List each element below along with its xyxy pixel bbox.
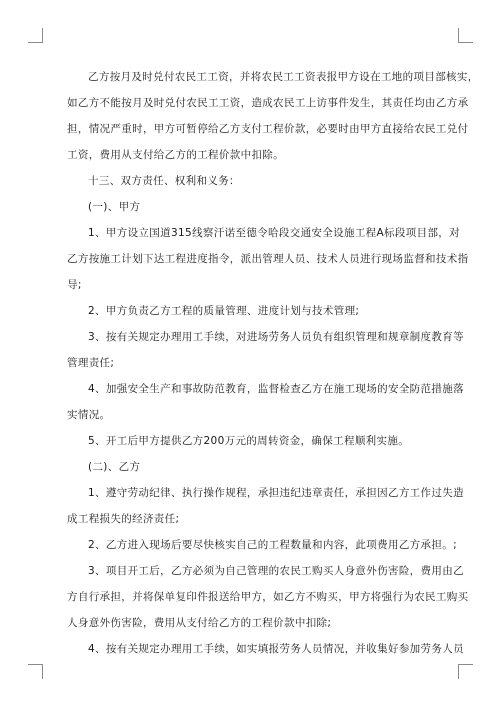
paragraph-line: 导; [67, 279, 82, 291]
paragraph-line: 2、甲方负责乙方工程的质量管理、进度计划与技术管理; [88, 305, 360, 317]
paragraph-line: 方自行承担，并将保单复印件报送给甲方，如乙方不购买，甲方将强行为农民工购买 [67, 591, 469, 603]
paragraph-line: 2、乙方进入现场后要尽快核实自己的工程数量和内容，此项费用乙方承担。; [88, 539, 457, 551]
paragraph-line: 5、开工后甲方提供乙方200万元的周转资金，确保工程顺利实施。 [88, 435, 410, 447]
paragraph-line: 成工程损失的经济责任; [67, 513, 180, 525]
paragraph-line: 乙方按月及时兑付农民工工资，并将农民工工资表报甲方设在工地的项目部核实， [88, 71, 479, 83]
subsection-heading: (一)、甲方 [88, 201, 141, 213]
paragraph-line: 3、按有关规定办理用工手续，对进场劳务人员负有组织管理和规章制度教育等 [88, 331, 464, 343]
paragraph-line: 乙方按施工计划下达工程进度指令，派出管理人员、技术人员进行现场监督和技术指 [67, 253, 469, 265]
crop-mark-bottom-right [458, 664, 473, 679]
subsection-heading: (二)、乙方 [88, 461, 141, 473]
paragraph-line: 工资，费用从支付给乙方的工程价款中扣除。 [67, 149, 284, 161]
paragraph-line: 3、项目开工后，乙方必须为自己管理的农民工购买人身意外伤害险，费用由乙 [88, 565, 464, 577]
paragraph-line: 担，情况严重时，甲方可暂停给乙方支付工程价款，必要时由甲方直接给农民工兑付 [67, 123, 469, 135]
paragraph-line: 如乙方不能按月及时兑付农民工工资，造成农民工上访事件发生，其责任均由乙方承 [67, 97, 469, 109]
crop-mark-top-left [28, 28, 43, 43]
paragraph-line: 管理责任; [67, 357, 115, 369]
paragraph-line: 1、甲方设立国道315线察汗诺至德令哈段交通安全设施工程A标段项目部，对 [88, 227, 461, 239]
paragraph-line: 4、加强安全生产和事故防范教育，监督检查乙方在施工现场的安全防范措施落 [88, 383, 464, 395]
section-heading: 十三、双方责任、权利和义务： [88, 175, 240, 187]
paragraph-line: 4、按有关规定办理用工手续，如实填报劳务人员情况，并收集好参加劳务人员 [88, 643, 464, 655]
crop-mark-top-right [458, 28, 473, 43]
paragraph-line: 人身意外伤害险，费用从支付给乙方的工程价款中扣除; [67, 617, 332, 629]
crop-mark-bottom-left [28, 664, 43, 679]
paragraph-line: 实情况。 [67, 409, 111, 421]
paragraph-line: 1、遵守劳动纪律、执行操作规程，承担违纪违章责任，承担因乙方工作过失造 [88, 487, 464, 499]
